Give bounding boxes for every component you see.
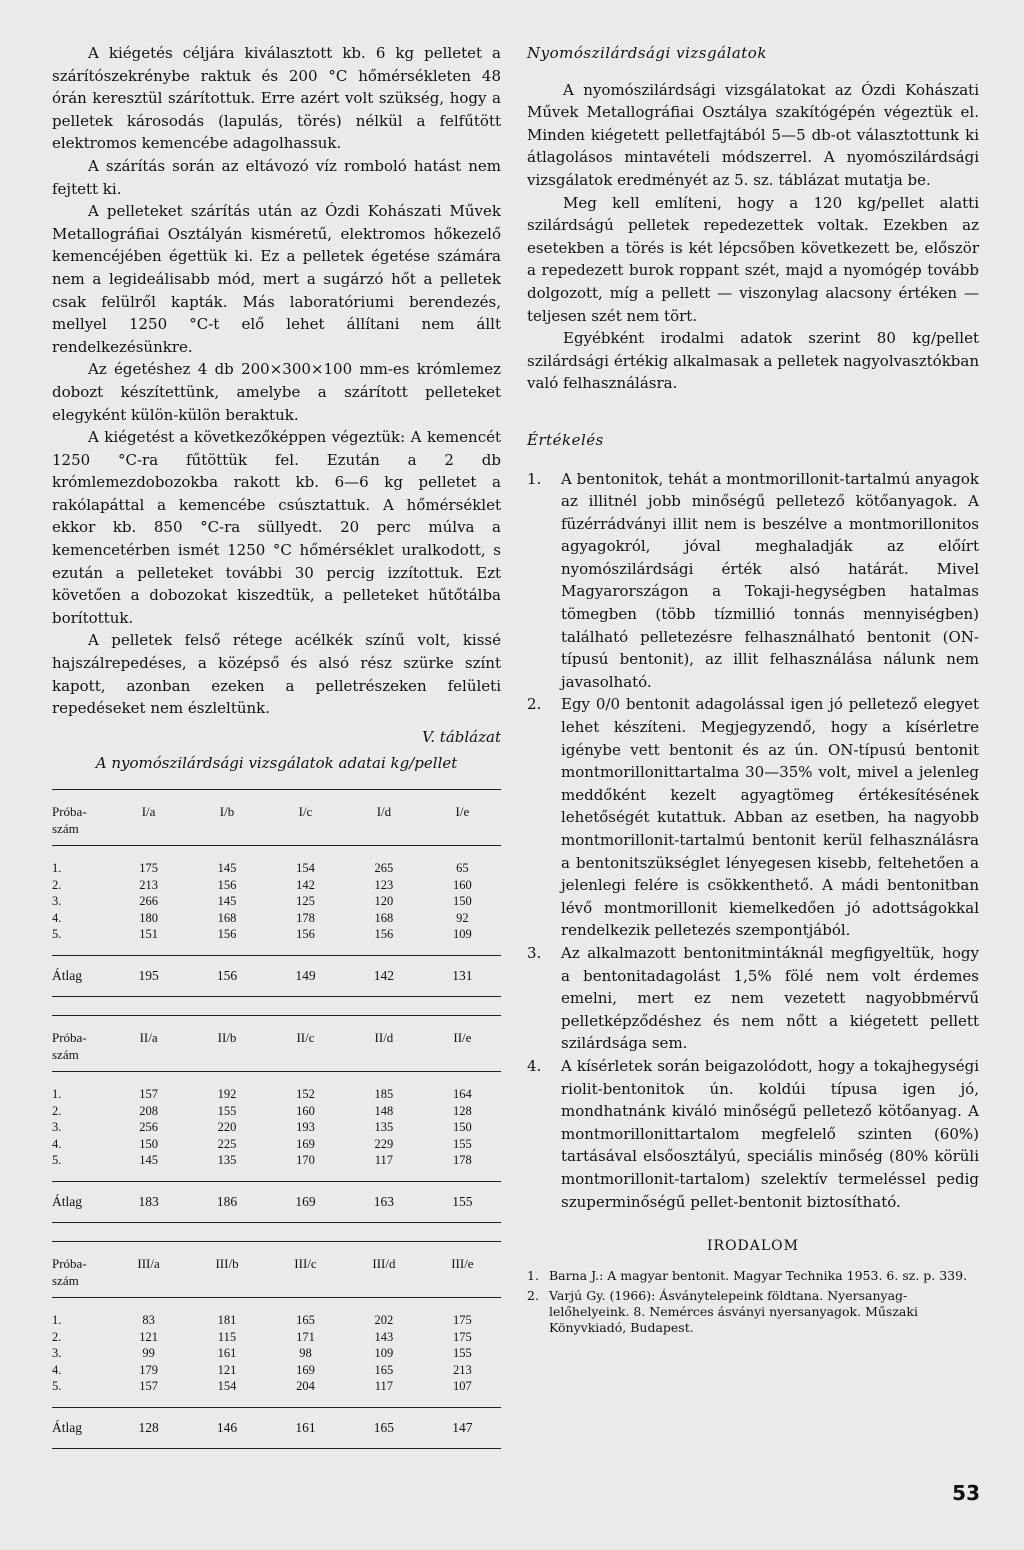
table-cell: Átlag bbox=[52, 1181, 110, 1223]
table-cell: 150 bbox=[453, 1120, 472, 1134]
table-cell: 229 bbox=[374, 1136, 394, 1151]
table-cell: 165 bbox=[344, 1407, 424, 1449]
table-cell: 180 bbox=[139, 910, 158, 925]
table-cell: 178 bbox=[296, 910, 315, 925]
table-cell: 154 bbox=[296, 861, 315, 875]
table-cell: 123 bbox=[374, 877, 394, 892]
table-cell: 128 bbox=[110, 1407, 187, 1449]
item-text: Egy 0/0 bentonit adagolással igen jó pelletező elegyet lehet készíteni. Megjegyzendő, hogy a kísérletre igénybe vett bentonit és az ún. ON-típusú bentonit montmorillonittartalma 30—35% volt, mivel a jelenleg meddőként kezelt agyagtömeg értékesítésének lehetőségét kutattuk. Abban az esetben, ha nagyobb montmorillonit-tartalmú bentonit kerül felhasználásra a bentonitszükséglet lényegesen kisebb, feltehetően a jelenlegi felére is csökkenthető. A mádi bentonitban lévő montmorillonit kiemelkedően jó adottságokkal rendelkezik pelletezés szempontjából. bbox=[561, 695, 979, 940]
table-header-cell: I/c bbox=[267, 790, 344, 846]
table-row bbox=[52, 1136, 501, 1153]
item-number: 4. bbox=[527, 1056, 542, 1075]
table-header-cell: I/b bbox=[187, 790, 267, 846]
table-cell: 5. bbox=[52, 1153, 62, 1167]
table-row bbox=[52, 1072, 501, 1103]
table-cell: 168 bbox=[217, 910, 237, 925]
table-cell: 204 bbox=[296, 1379, 315, 1393]
page-number: 53 bbox=[952, 1481, 980, 1505]
table-cell: 266 bbox=[139, 894, 158, 908]
table-cell: 213 bbox=[453, 1362, 472, 1377]
evaluation-item bbox=[527, 468, 979, 694]
table-cell: 156 bbox=[374, 927, 394, 941]
paragraph: A nyomószilárdsági vizsgálatokat az Ózdi Kohászati Művek Metallográfiai Osztálya szakítógépén végeztük el. Minden kiégetett pelletfajtából 5—5 db-ot választottunk ki átlagolásos mintavételi módszerrel. A nyomószilárdsági vizsgálatok eredményét az 5. sz. táblázat mutatja be. bbox=[527, 80, 979, 189]
table-cell: 107 bbox=[453, 1379, 472, 1393]
right-column bbox=[527, 42, 979, 1340]
table-cell: 186 bbox=[187, 1181, 267, 1223]
table-header-cell: II/e bbox=[424, 1016, 501, 1072]
reference-item bbox=[527, 1268, 979, 1284]
table-cell: 3. bbox=[52, 1120, 62, 1134]
table-cell: 156 bbox=[296, 927, 315, 941]
table-cell: 5. bbox=[52, 927, 62, 941]
paragraph: A pelletek felső rétege acélkék színű volt, kissé hajszálrepedéses, a középső és alsó rész szürke színt kapott, azonban ezeken a pelletrészeken felületi repedéseket nem észleltünk. bbox=[52, 631, 501, 718]
table-cell: 2. bbox=[52, 877, 62, 892]
table-cell: 98 bbox=[299, 1346, 312, 1360]
item-number: 2. bbox=[527, 695, 542, 714]
item-text: A bentonitok, tehát a montmorillonit-tartalmú anyagok az illitnél jobb minőségű pelletező kötőanyagok. A füzérrádványi illit nem is beszélve a montmorillonitos agyagokról, jóval meghaladják az előírt nyomószilárdsági érték alsó határát. Mivel Magyarországon a Tokaji-hegységben hatalmas tömegben (több tízmillió tonnás mennyiségben) található pelletezésre felhasználható bentonit (ON-típusú bentonit), az illit felhasználása nálunk nem javasolható. bbox=[561, 469, 979, 691]
table-cell: 120 bbox=[374, 894, 394, 908]
table-cell: 178 bbox=[453, 1153, 472, 1167]
table-header-cell: III/b bbox=[187, 1242, 267, 1298]
paragraph: A kiégetést a következőképpen végeztük: A kemencét 1250 °C-ra fűtöttük fel. Ezután a 2 db krómlemezdobozokba rakott kb. 6—6 kg pelletet a rakólapáttal a kemencébe csúsztattuk. A hőmérséklet ekkor kb. 850 °C-ra süllyedt. 20 perc múlva a kemencetérben ismét 1250 °C hőmérséklet uralkodott, s ezután a pelleteket további 30 percig izzítottuk. Ezt követően a dobozokat kiszedtük, a pelleteket hűtőtálba borítottuk. bbox=[52, 428, 501, 627]
item-number: 3. bbox=[527, 943, 542, 962]
table-cell: 131 bbox=[424, 955, 501, 997]
table-cell: 164 bbox=[453, 1087, 472, 1101]
table-row bbox=[52, 1119, 501, 1136]
table-cell: 156 bbox=[187, 955, 267, 997]
table-cell: 142 bbox=[296, 877, 315, 892]
table-cell: 3. bbox=[52, 1346, 62, 1360]
table-cell: 195 bbox=[110, 955, 187, 997]
table-cell: 156 bbox=[217, 927, 237, 941]
table-row bbox=[52, 1152, 501, 1181]
table-cell: 117 bbox=[374, 1379, 394, 1393]
table-cell: 163 bbox=[344, 1181, 424, 1223]
table-header-cell: III/c bbox=[267, 1242, 344, 1298]
table-header-cell: I/d bbox=[344, 790, 424, 846]
table-cell: 109 bbox=[453, 927, 472, 941]
table-cell: 65 bbox=[456, 861, 469, 875]
table-cell: 125 bbox=[296, 894, 315, 908]
table-header-row bbox=[52, 790, 501, 846]
table-cell: 115 bbox=[217, 1329, 237, 1344]
table-cell: 143 bbox=[374, 1329, 394, 1344]
reference-text: Barna J.: A magyar bentonit. Magyar Technika 1953. 6. sz. p. 339. bbox=[549, 1267, 968, 1283]
table-cell: 4. bbox=[52, 1362, 62, 1377]
table-cell: 155 bbox=[453, 1136, 472, 1151]
table-header-cell: I/e bbox=[424, 790, 501, 846]
table-cell: 157 bbox=[139, 1087, 158, 1101]
table-cell: 109 bbox=[374, 1346, 394, 1360]
table-cell: 165 bbox=[374, 1362, 394, 1377]
table-header-cell: III/e bbox=[424, 1242, 501, 1298]
table-header-cell: III/d bbox=[344, 1242, 424, 1298]
table-number: V. táblázat bbox=[422, 727, 501, 746]
table-cell: 155 bbox=[424, 1181, 501, 1223]
table-cell: 208 bbox=[139, 1103, 158, 1118]
evaluation-item bbox=[527, 942, 979, 1055]
table-cell: 149 bbox=[267, 955, 344, 997]
table-header-cell: II/d bbox=[344, 1016, 424, 1072]
table-cell: 185 bbox=[374, 1087, 394, 1101]
table-cell: 154 bbox=[217, 1379, 237, 1393]
table-header-cell: II/a bbox=[110, 1016, 187, 1072]
table-cell: 181 bbox=[217, 1313, 237, 1327]
evaluation-list bbox=[527, 468, 979, 1214]
table-cell: 1. bbox=[52, 1087, 62, 1101]
table-header-cell: II/b bbox=[187, 1016, 267, 1072]
table-cell: 83 bbox=[142, 1313, 155, 1327]
table-cell: 193 bbox=[296, 1120, 315, 1134]
strength-table bbox=[52, 789, 501, 1449]
section-title: Nyomószilárdsági vizsgálatok bbox=[527, 44, 767, 62]
table-cell: 225 bbox=[217, 1136, 237, 1151]
table-cell: Átlag bbox=[52, 1407, 110, 1449]
table-cell: 265 bbox=[374, 861, 394, 875]
table-cell: Átlag bbox=[52, 955, 110, 997]
table-cell: 179 bbox=[139, 1362, 158, 1377]
table-cell: 175 bbox=[453, 1313, 472, 1327]
table-cell: 99 bbox=[142, 1346, 155, 1360]
table-cell: 148 bbox=[374, 1103, 394, 1118]
table-header-cell: II/c bbox=[267, 1016, 344, 1072]
table-header-cell: Próba- szám bbox=[52, 1242, 110, 1298]
table-cell: 121 bbox=[217, 1362, 237, 1377]
item-text: A kísérletek során beigazolódott, hogy a tokajhegységi riolit-bentonitok ún. koldúi típusa igen jó, mondhatnánk kiváló minőségű pelletező kötőanyag. A montmorillonittartalom megfelelő szinten (60%) tartásával elsőosztályú, speciális minőség (80% körüli montmorillonit-tartalom) szelektív termeléssel pedig szuperminőségű pellet-bentonit biztosítható. bbox=[561, 1056, 979, 1211]
table-cell: 175 bbox=[453, 1329, 472, 1344]
table-cell: 4. bbox=[52, 1136, 62, 1151]
table-cell: 1. bbox=[52, 861, 62, 875]
table-cell: 171 bbox=[296, 1329, 315, 1344]
references-title: IRODALOM bbox=[707, 1238, 799, 1255]
evaluation-item bbox=[527, 1055, 979, 1213]
table-row bbox=[52, 846, 501, 877]
table-row bbox=[52, 893, 501, 910]
table-cell: 147 bbox=[424, 1407, 501, 1449]
table-cell: 192 bbox=[217, 1087, 237, 1101]
table-cell: 169 bbox=[296, 1362, 315, 1377]
references-list bbox=[527, 1268, 979, 1336]
table-cell: 142 bbox=[344, 955, 424, 997]
table-row bbox=[52, 1345, 501, 1362]
table-average-row bbox=[52, 955, 501, 997]
table-row bbox=[52, 1298, 501, 1329]
table-cell: 117 bbox=[374, 1153, 394, 1167]
table-cell: 135 bbox=[374, 1120, 394, 1134]
table-row bbox=[52, 877, 501, 894]
reference-text: Varjú Gy. (1966): Ásványtelepeink földtana. Nyersanyag-lelőhelyeink. 8. Nemérces ásványi nyersanyagok. Műszaki Könyvkiadó, Budapest. bbox=[549, 1287, 918, 1335]
table-cell: 135 bbox=[217, 1153, 237, 1167]
table-cell: 169 bbox=[296, 1136, 315, 1151]
paragraph: A pelleteket szárítás után az Ózdi Kohászati Művek Metallográfiai Osztályán kisméretű, elektromos hőkezelő kemencéjében égettük ki. Ez a pelletek égetése számára nem a legideálisabb mód, mert a sugárzó hőt a pelletek csak felülről kapták. Más laboratóriumi berendezés, mellyel 1250 °C-t elő lehet állítani nem állt rendelkezésünkre. bbox=[52, 202, 501, 356]
table-cell: 155 bbox=[217, 1103, 237, 1118]
table-cell: 1. bbox=[52, 1313, 62, 1327]
reference-number: 2. bbox=[527, 1287, 539, 1303]
table-cell: 151 bbox=[139, 927, 158, 941]
table-average-row bbox=[52, 1407, 501, 1449]
table-cell: 213 bbox=[139, 877, 158, 892]
table-row bbox=[52, 1329, 501, 1346]
paragraph: Egyébként irodalmi adatok szerint 80 kg/pellet szilárdsági értékig alkalmasak a pelletek nagyolvasztókban való felhasználásra. bbox=[527, 329, 979, 393]
table-cell: 220 bbox=[217, 1120, 237, 1134]
table-header-row bbox=[52, 1242, 501, 1298]
reference-number: 1. bbox=[527, 1267, 539, 1283]
table-cell: 170 bbox=[296, 1153, 315, 1167]
table-row bbox=[52, 1378, 501, 1407]
table-header-cell: III/a bbox=[110, 1242, 187, 1298]
paragraph: Az égetéshez 4 db 200×300×100 mm-es krómlemez dobozt készítettünk, amelybe a szárított pelleteket elegyként külön-külön beraktuk. bbox=[52, 360, 501, 424]
item-number: 1. bbox=[527, 469, 542, 488]
table-cell: 145 bbox=[139, 1153, 158, 1167]
table-caption: A nyomószilárdsági vizsgálatok adatai kg/pellet bbox=[95, 754, 458, 773]
table-cell: 160 bbox=[296, 1103, 315, 1118]
table-cell: 169 bbox=[267, 1181, 344, 1223]
table-cell: 175 bbox=[139, 861, 158, 875]
table-header-row bbox=[52, 1016, 501, 1072]
left-column bbox=[52, 42, 501, 1449]
table-header-cell: I/a bbox=[110, 790, 187, 846]
table-cell: 161 bbox=[267, 1407, 344, 1449]
table-cell: 145 bbox=[217, 894, 237, 908]
table-cell: 145 bbox=[217, 861, 237, 875]
table-cell: 157 bbox=[139, 1379, 158, 1393]
table-cell: 128 bbox=[453, 1103, 472, 1118]
table-cell: 256 bbox=[139, 1120, 158, 1134]
table-header-cell: Próba- szám bbox=[52, 790, 110, 846]
table-cell: 121 bbox=[139, 1329, 158, 1344]
table-cell: 160 bbox=[453, 877, 472, 892]
table-cell: 202 bbox=[374, 1313, 394, 1327]
table-row bbox=[52, 1362, 501, 1379]
table-cell: 156 bbox=[217, 877, 237, 892]
paragraph: A kiégetés céljára kiválasztott kb. 6 kg pelletet a szárítószekrénybe raktuk és 200 °C hőmérsékleten 48 órán keresztül szárítottuk. Erre azért volt szükség, hogy a pelletek károsodás (lapulás, törés) nélkül a felfűtött elektromos kemencébe adagolhassuk. bbox=[52, 44, 501, 153]
evaluation-item bbox=[527, 693, 979, 942]
table-row bbox=[52, 926, 501, 955]
table-cell: 161 bbox=[217, 1346, 237, 1360]
table-cell: 150 bbox=[139, 1136, 158, 1151]
table-cell: 150 bbox=[453, 894, 472, 908]
table-cell: 2. bbox=[52, 1329, 62, 1344]
table-cell: 152 bbox=[296, 1087, 315, 1101]
table-cell: 155 bbox=[453, 1346, 472, 1360]
table-cell: 2. bbox=[52, 1103, 62, 1118]
table-cell: 168 bbox=[374, 910, 394, 925]
section-title: Értékelés bbox=[527, 430, 604, 449]
table-header-cell: Próba- szám bbox=[52, 1016, 110, 1072]
table-row bbox=[52, 910, 501, 927]
item-text: Az alkalmazott bentonitmintáknál megfigyeltük, hogy a bentonitadagolást 1,5% fölé nem volt érdemes emelni, mert ez nem vezetett nagyobbmérvű pelletképződéshez és nem nőtt a kiégetett pellett szilárdsága sem. bbox=[561, 943, 979, 1053]
table-cell: 5. bbox=[52, 1379, 62, 1393]
reference-item bbox=[527, 1288, 979, 1336]
paragraph: A szárítás során az eltávozó víz romboló hatást nem fejtett ki. bbox=[52, 156, 501, 198]
table-cell: 3. bbox=[52, 894, 62, 908]
table-cell: 183 bbox=[110, 1181, 187, 1223]
table-cell: 92 bbox=[456, 910, 469, 925]
paragraph: Meg kell említeni, hogy a 120 kg/pellet alatti szilárdságú pelletek repedezettek voltak. Ezekben az esetekben a törés is két lépcsőben következett be, először a repedezett burok roppant szét, majd a nyomógép tovább dolgozott, míg a pellett — viszonylag alacsony értéken — teljesen szét nem tört. bbox=[527, 193, 979, 325]
table-cell: 165 bbox=[296, 1313, 315, 1327]
table-cell: 146 bbox=[187, 1407, 267, 1449]
table-cell: 4. bbox=[52, 910, 62, 925]
table-row bbox=[52, 1103, 501, 1120]
table-average-row bbox=[52, 1181, 501, 1223]
